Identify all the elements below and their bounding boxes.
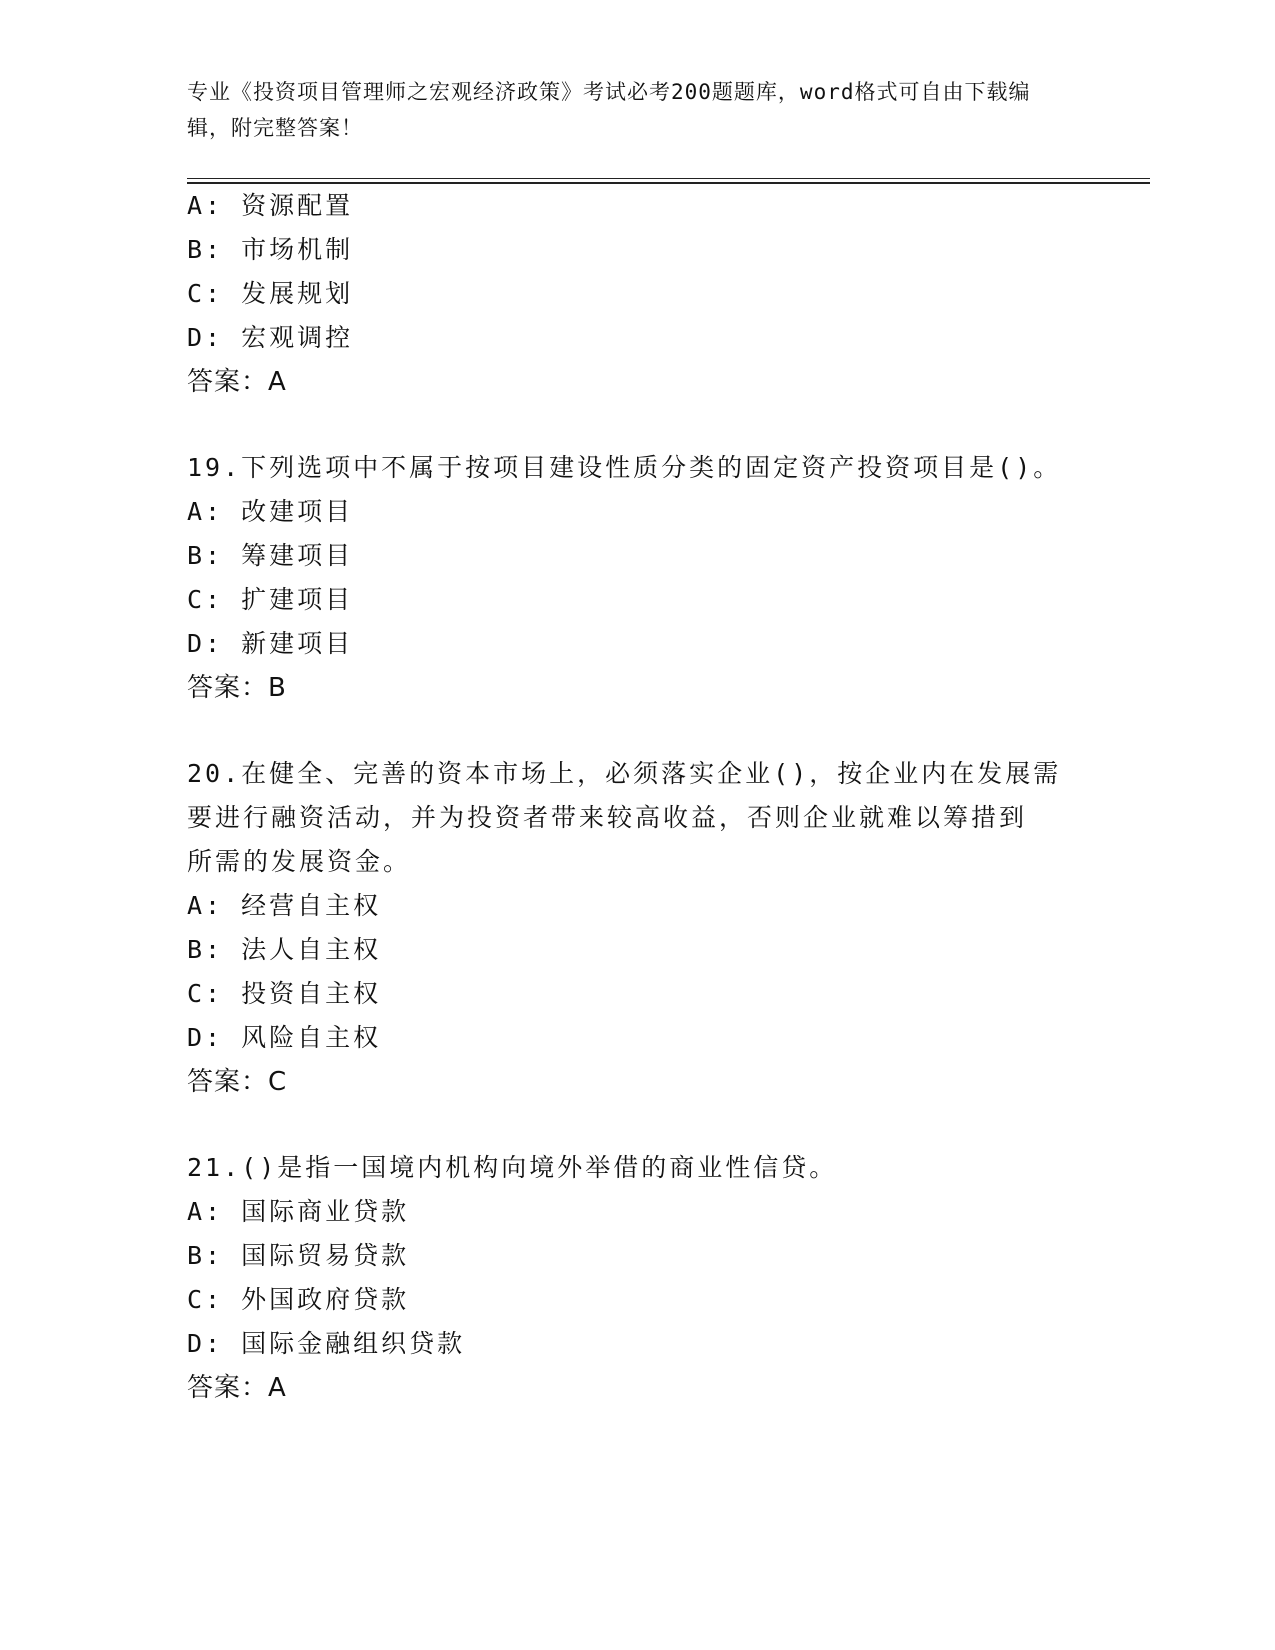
question-stem: 21.()是指一国境内机构向境外举借的商业性信贷。: [187, 1153, 838, 1182]
option-b: B: 法人自主权: [187, 935, 382, 964]
option-a: A: 资源配置: [187, 191, 354, 220]
option-c: C: 外国政府贷款: [187, 1285, 410, 1314]
answer-line: 答案：A: [187, 1373, 287, 1403]
question-stem: 19.下列选项中不属于按项目建设性质分类的固定资产投资项目是()。: [187, 453, 1062, 482]
header-divider-thick: [187, 182, 1150, 184]
question-stem-line: 要进行融资活动，并为投资者带来较高收益，否则企业就难以筹措到: [187, 803, 1028, 832]
answer-line: 答案：C: [187, 1067, 288, 1097]
option-d: D: 宏观调控: [187, 323, 354, 352]
option-b: B: 市场机制: [187, 235, 354, 264]
option-a: A: 经营自主权: [187, 891, 382, 920]
option-b: B: 筹建项目: [187, 541, 354, 570]
answer-line: 答案：B: [187, 673, 287, 703]
option-d: D: 国际金融组织贷款: [187, 1329, 466, 1358]
answer-line: 答案：A: [187, 367, 287, 397]
option-c: C: 投资自主权: [187, 979, 382, 1008]
option-d: D: 新建项目: [187, 629, 354, 658]
document-header: 专业《投资项目管理师之宏观经济政策》考试必考200题题库，word格式可自由下载编辑，附完整答案！: [187, 80, 1031, 140]
question-stem-line: 20.在健全、完善的资本市场上，必须落实企业()，按企业内在发展需: [187, 759, 1062, 788]
option-a: A: 改建项目: [187, 497, 354, 526]
option-c: C: 扩建项目: [187, 585, 354, 614]
header-divider-thin: [187, 178, 1150, 179]
option-b: B: 国际贸易贷款: [187, 1241, 410, 1270]
question-stem-line: 所需的发展资金。: [187, 847, 412, 876]
option-d: D: 风险自主权: [187, 1023, 382, 1052]
option-a: A: 国际商业贷款: [187, 1197, 410, 1226]
option-c: C: 发展规划: [187, 279, 354, 308]
